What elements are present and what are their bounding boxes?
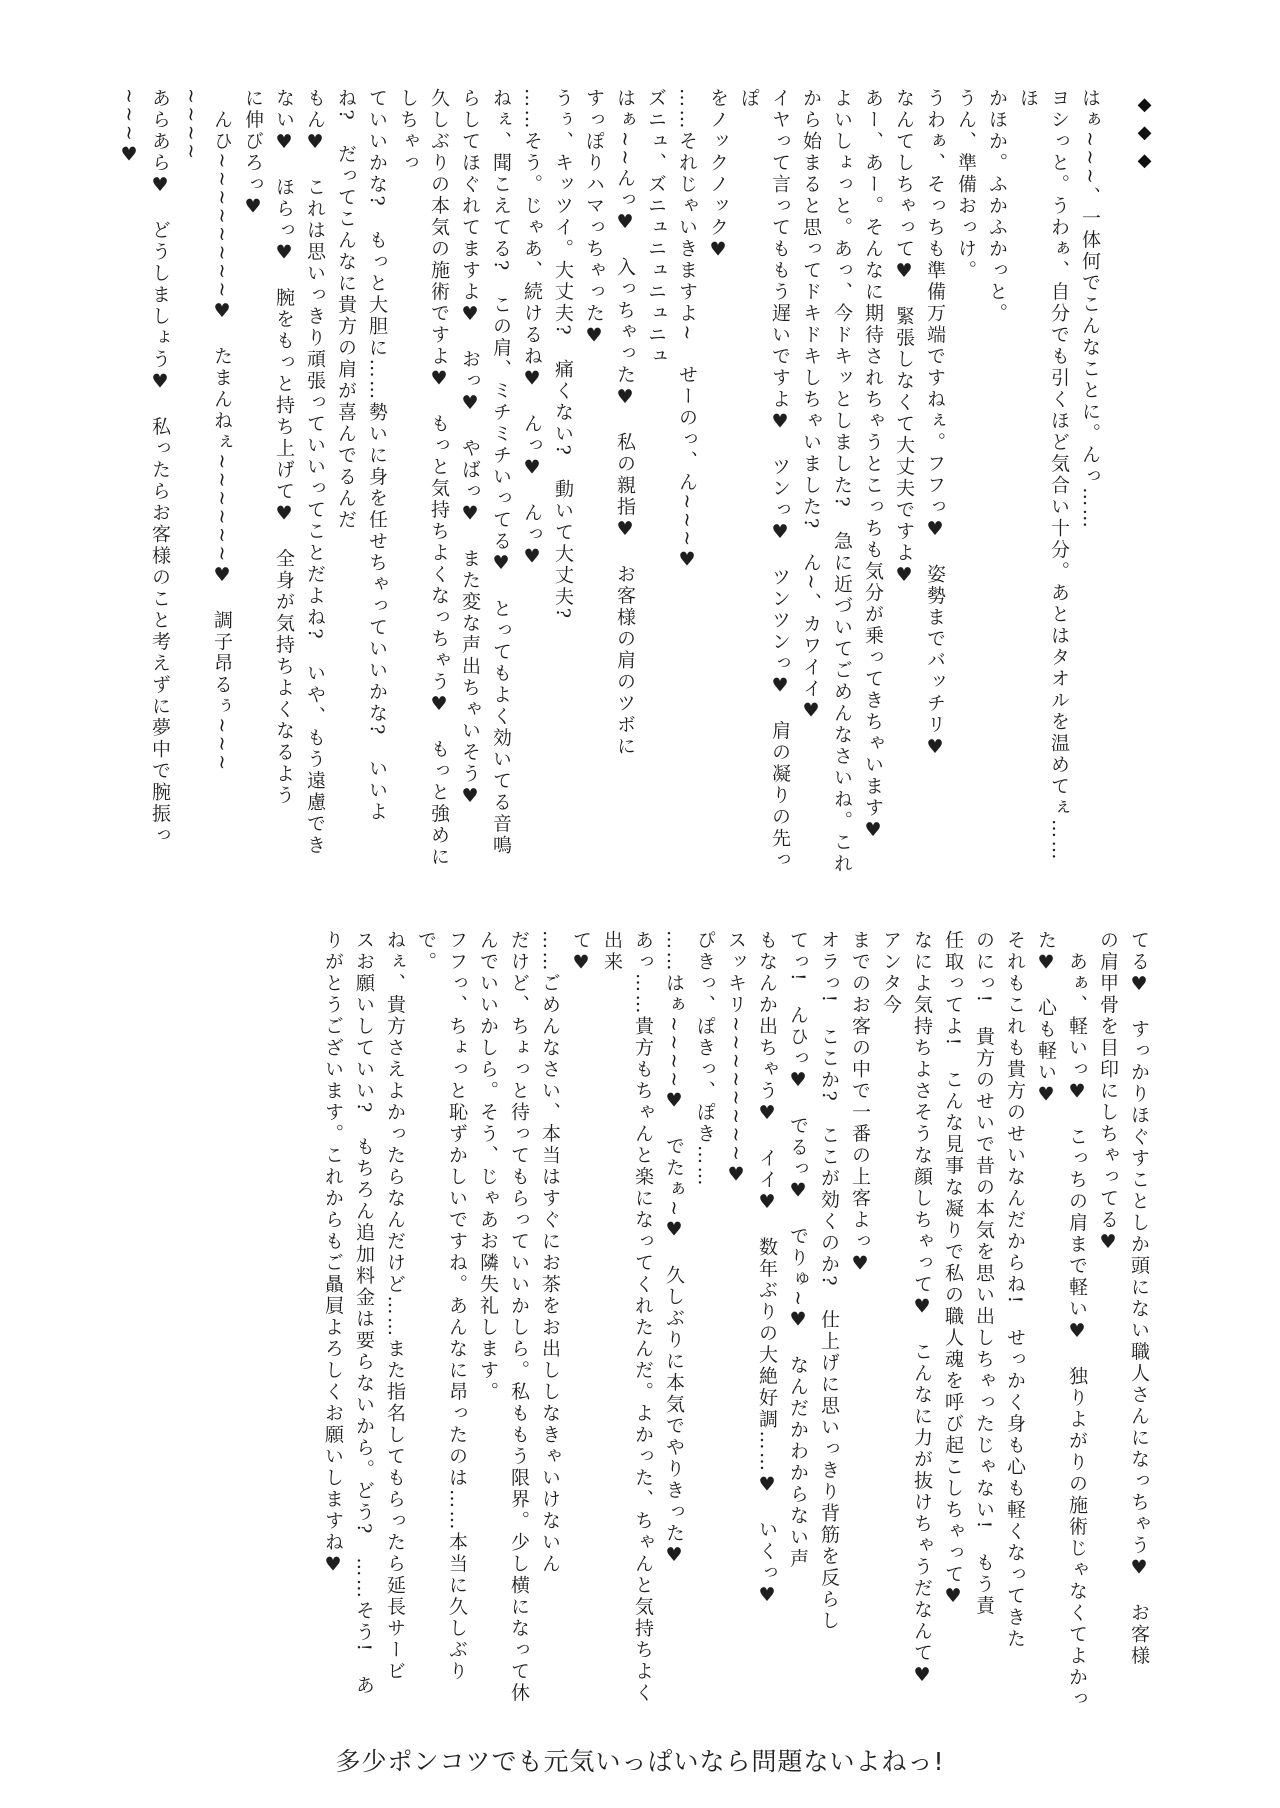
bottom-text-block bbox=[317, 930, 1154, 1712]
text-line: あー、あー。そんなに期待されちゃうとこっちも気分が乗ってきちゃいます♥ bbox=[862, 88, 884, 844]
text-line: スお願いしていい? もちろん追加料金は要らないから。どう? ……そう! あ bbox=[353, 930, 375, 1697]
text-line: あらあら♥ どうしましょう♥ 私ったらお客様のこと考えずに夢中で腕振っ bbox=[149, 88, 171, 847]
text-line: に伸びろっ♥ bbox=[242, 88, 264, 220]
text-line: らしてほぐれてますよ♥ おっ♥ やばっ♥ また変な声出ちゃいそう♥ bbox=[459, 88, 481, 810]
text-line: もなんか出ちゃう♥ イイ♥ 数年ぶりの大絶好調……♥ いくっ♥ bbox=[756, 930, 778, 1609]
text-line: それもこれも貴方のせいなんだからね! せっかく身も心も軽くなってきた bbox=[1004, 930, 1026, 1650]
text-line: てる♥ すっかりほぐすことしか頭にない職人さんになっちゃう♥ お客様 bbox=[1128, 930, 1150, 1667]
text-line: ヨシっと。うわぁ、自分でも引くほど気合い十分。あとはタオルを温めてぇ……ほ bbox=[1017, 88, 1070, 862]
text-line: よいしょっと。あっ、今ドキッとしました? 急に近づいてごめんなさいね。これ bbox=[831, 88, 853, 875]
text-line: 任取ってよ! こんな見事な凝りで私の職人魂を呼び起こしちゃって♥ bbox=[942, 930, 964, 1610]
text-line: をノックノック♥ bbox=[707, 88, 729, 263]
text-line: フフっ、ちょっと恥ずかしいですね。あんなに昂ったのは……本当に久しぶりで。 bbox=[415, 930, 468, 1683]
text-line: ~~~~ bbox=[180, 88, 202, 162]
text-line: 久しぶりの本気の施術ですよ♥ もっと気持ちよくなっちゃう♥ もっと強めにしちゃっ bbox=[397, 88, 450, 868]
text-line: の肩甲骨を目印にしちゃってる♥ bbox=[1097, 930, 1119, 1256]
text-line: りがとうございます。これからもご贔屓よろしくお願いしますね♥ bbox=[322, 930, 344, 1578]
text-line: んでいいかしら。そう、じゃあお隣失礼します。 bbox=[477, 930, 499, 1403]
top-text-block bbox=[115, 88, 1160, 876]
text-line: はぁ~~んっ♥ 入っちゃった♥ 私の親指♥ お客様の肩のツボに bbox=[614, 88, 636, 758]
text-line: ねぇ、貴方さえよかったらなんだけど……また指名してもらったら延長サービ bbox=[384, 930, 406, 1683]
text-line: うぅ、キッツイ。大丈夫? 痛くない? 動いて大丈夫? bbox=[552, 88, 574, 621]
text-line: ……ごめんなさい、本当はすぐにお茶をお出ししなきゃいけないん bbox=[539, 930, 561, 1575]
text-line: ~~~♥ bbox=[118, 88, 140, 168]
text-line: あっ……貴方もちゃんと楽になってくれたんだ。よかった、ちゃんと気持ちよく出来 bbox=[601, 930, 654, 1704]
text-line: かほか。ふかふかっと。 bbox=[986, 88, 1008, 325]
text-line: うん、準備おっけ。 bbox=[955, 88, 977, 282]
section-divider-diamonds: ◆◆◆ bbox=[1134, 94, 1155, 178]
text-line: ……そう。じゃあ、続けるね♥ んっ♥ んっ♥ bbox=[521, 88, 543, 570]
text-line: はぁ~~~、一体何でこんなことに。んっ…… bbox=[1079, 88, 1101, 531]
text-line: ぴきっ、ぽきっ、ぽき…… bbox=[694, 930, 716, 1188]
text-line: ……それじゃいきますよ~ せーのっ、ん~~~♥ bbox=[676, 88, 698, 574]
text-line: ……はぁ~~~~♥ でたぁ~♥ 久しぶりに本気でやりきった♥ bbox=[663, 930, 685, 1569]
text-line: ズニュ、ズニュニュニュニュ bbox=[645, 88, 667, 368]
text-line: ない♥ ほらっ♥ 腕をもっと持ち上げて♥ 全身が気持ちよくなるよう bbox=[273, 88, 295, 807]
text-line: だけど、ちょっと待ってもらっていいかしら。私ももう限界。少し横になって休 bbox=[508, 930, 530, 1704]
text-line: あぁ、軽いっ♥ こっちの肩まで軽い♥ 独りよがりの施術じゃなくてよかっ bbox=[1066, 930, 1088, 1710]
text-line: ていいかな? もっと大胆に……勢いに身を任せちゃっていいかな? いいよ bbox=[366, 88, 388, 823]
text-line: て♥ bbox=[570, 930, 592, 976]
text-line: オラっ! ここか? ここが効くのか? 仕上げに思いっきり背筋を反らし bbox=[818, 930, 840, 1633]
text-line: スッキリ~~~~~~~~♥ bbox=[725, 930, 747, 1188]
text-line: なんてしちゃって♥ 緊張しなくて大丈夫ですよ♥ bbox=[893, 88, 915, 589]
text-line: た♥ 心も軽い♥ bbox=[1035, 930, 1057, 1108]
text-line: てっ! んひっ♥ でるっ♥ でりゅ~♥ なんだかわからない声 bbox=[787, 930, 809, 1570]
text-line: なによ気持ちよさそうな顔しちゃって♥ こんなに力が抜けちゃうだなんて♥ アンタ今 bbox=[880, 930, 933, 1710]
text-line: すっぽりハマっちゃった♥ bbox=[583, 88, 605, 349]
text-line: んひ~~~~~~~~♥ たまんねぇ~~~~~~♥ 調子昂るぅ~~~ bbox=[211, 88, 233, 773]
footer-caption: 多少ポンコツでも元気いっぱいなら問題ないよねっ! bbox=[335, 1747, 945, 1776]
text-line: から始まると思ってドキドキしちゃいました? ん~、カワイイ♥ bbox=[800, 88, 822, 725]
text-line: のにっ! 貴方のせいで昔の本気を思い出しちゃったじゃない! もう責 bbox=[973, 930, 995, 1617]
text-line: もん♥ これは思いっきり頑張っていいってことだよね? いや、もう遠慮でき bbox=[304, 88, 326, 857]
text-line: ねぇ、聞こえてる? この肩、ミチミチいってる♥ とってもよく効いてる音鳴 bbox=[490, 88, 512, 857]
text-line: うわぁ、そっちも準備万端ですねぇ。フフっ♥ 姿勢までバッチリ♥ bbox=[924, 88, 946, 761]
text-line: ね? だってこんなに貴方の肩が喜んでるんだ bbox=[335, 88, 357, 531]
text-line: までのお客の中で一番の上客よっ♥ bbox=[849, 930, 871, 1277]
text-line: イヤって言ってももう遅いですよ♥ ツンっ♥ ツンツンっ♥ 肩の凝りの先っぽ bbox=[738, 88, 791, 871]
